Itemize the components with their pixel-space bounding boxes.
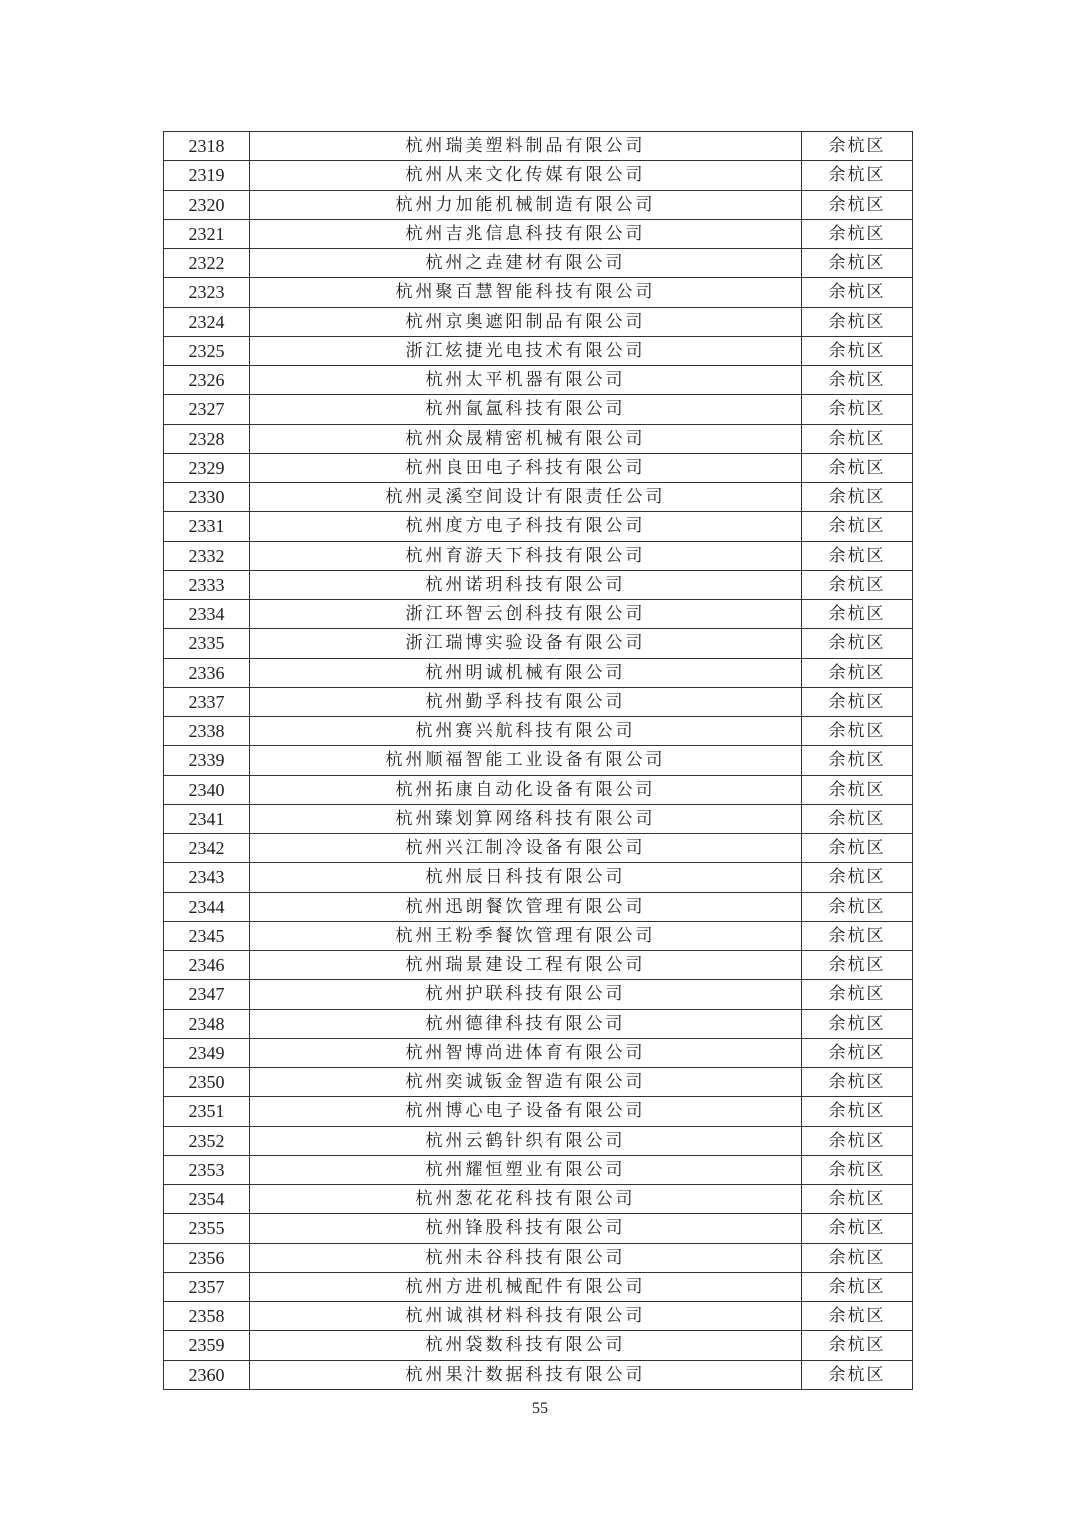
table-row: [164, 629, 913, 658]
row-number: 2332: [164, 541, 250, 570]
row-number: 2319: [164, 161, 250, 190]
table-row: [164, 307, 913, 336]
company-name: 杭州良田电子科技有限公司: [250, 453, 802, 482]
company-name: 杭州博心电子设备有限公司: [250, 1097, 802, 1126]
table-row: [164, 219, 913, 248]
district-name: 余杭区: [802, 483, 913, 512]
row-number: 2324: [164, 307, 250, 336]
district-name: 余杭区: [802, 863, 913, 892]
row-number: 2318: [164, 132, 250, 161]
table-row: [164, 512, 913, 541]
row-number: 2330: [164, 483, 250, 512]
district-name: 余杭区: [802, 541, 913, 570]
company-name: 杭州臻划算网络科技有限公司: [250, 804, 802, 833]
row-number: 2331: [164, 512, 250, 541]
table-row: [164, 570, 913, 599]
company-name: 浙江炫捷光电技术有限公司: [250, 336, 802, 365]
table-row: [164, 1302, 913, 1331]
district-name: 余杭区: [802, 804, 913, 833]
table-row: [164, 1272, 913, 1301]
row-number: 2358: [164, 1302, 250, 1331]
district-name: 余杭区: [802, 395, 913, 424]
district-name: 余杭区: [802, 600, 913, 629]
company-name: 杭州力加能机械制造有限公司: [250, 190, 802, 219]
company-name: 杭州众晟精密机械有限公司: [250, 424, 802, 453]
row-number: 2360: [164, 1360, 250, 1389]
row-number: 2339: [164, 746, 250, 775]
company-name: 杭州方进机械配件有限公司: [250, 1272, 802, 1301]
district-name: 余杭区: [802, 512, 913, 541]
district-name: 余杭区: [802, 1155, 913, 1184]
district-name: 余杭区: [802, 980, 913, 1009]
district-name: 余杭区: [802, 1097, 913, 1126]
table-row: [164, 775, 913, 804]
company-name: 杭州奕诚钣金智造有限公司: [250, 1068, 802, 1097]
table-row: [164, 483, 913, 512]
row-number: 2335: [164, 629, 250, 658]
table-row: [164, 746, 913, 775]
table-row: [164, 1360, 913, 1389]
company-name: 杭州王粉季餐饮管理有限公司: [250, 921, 802, 950]
table-row: [164, 249, 913, 278]
company-name: 杭州拓康自动化设备有限公司: [250, 775, 802, 804]
company-list-table: [163, 131, 913, 1390]
company-name: 杭州锋股科技有限公司: [250, 1214, 802, 1243]
district-name: 余杭区: [802, 307, 913, 336]
company-name: 浙江环智云创科技有限公司: [250, 600, 802, 629]
district-name: 余杭区: [802, 717, 913, 746]
company-name: 杭州勤孚科技有限公司: [250, 687, 802, 716]
table-row: [164, 132, 913, 161]
table-row: [164, 1185, 913, 1214]
district-name: 余杭区: [802, 1302, 913, 1331]
table-row: [164, 1155, 913, 1184]
district-name: 余杭区: [802, 658, 913, 687]
company-name: 杭州育游天下科技有限公司: [250, 541, 802, 570]
row-number: 2350: [164, 1068, 250, 1097]
district-name: 余杭区: [802, 834, 913, 863]
company-name: 杭州兴江制冷设备有限公司: [250, 834, 802, 863]
row-number: 2337: [164, 687, 250, 716]
table-row: [164, 834, 913, 863]
district-name: 余杭区: [802, 1038, 913, 1067]
table-row: [164, 687, 913, 716]
company-name: 杭州未谷科技有限公司: [250, 1243, 802, 1272]
row-number: 2354: [164, 1185, 250, 1214]
district-name: 余杭区: [802, 629, 913, 658]
table-row: [164, 424, 913, 453]
row-number: 2347: [164, 980, 250, 1009]
table-row: [164, 161, 913, 190]
district-name: 余杭区: [802, 687, 913, 716]
district-name: 余杭区: [802, 1126, 913, 1155]
row-number: 2348: [164, 1009, 250, 1038]
row-number: 2326: [164, 366, 250, 395]
row-number: 2327: [164, 395, 250, 424]
district-name: 余杭区: [802, 1214, 913, 1243]
district-name: 余杭区: [802, 1272, 913, 1301]
row-number: 2349: [164, 1038, 250, 1067]
district-name: 余杭区: [802, 1009, 913, 1038]
company-name: 杭州度方电子科技有限公司: [250, 512, 802, 541]
company-name: 杭州德律科技有限公司: [250, 1009, 802, 1038]
table-row: [164, 1331, 913, 1360]
table-row: [164, 453, 913, 482]
company-name: 杭州迅朗餐饮管理有限公司: [250, 892, 802, 921]
row-number: 2353: [164, 1155, 250, 1184]
row-number: 2351: [164, 1097, 250, 1126]
company-name: 杭州瑞美塑料制品有限公司: [250, 132, 802, 161]
company-name: 杭州聚百慧智能科技有限公司: [250, 278, 802, 307]
company-name: 杭州瑞景建设工程有限公司: [250, 951, 802, 980]
page-number: 55: [532, 1400, 548, 1417]
table-row: [164, 892, 913, 921]
district-name: 余杭区: [802, 746, 913, 775]
district-name: 余杭区: [802, 219, 913, 248]
company-name: 杭州明诚机械有限公司: [250, 658, 802, 687]
row-number: 2357: [164, 1272, 250, 1301]
table-row: [164, 278, 913, 307]
table-row: [164, 1068, 913, 1097]
row-number: 2336: [164, 658, 250, 687]
row-number: 2325: [164, 336, 250, 365]
district-name: 余杭区: [802, 1243, 913, 1272]
table-row: [164, 804, 913, 833]
row-number: 2342: [164, 834, 250, 863]
district-name: 余杭区: [802, 1185, 913, 1214]
company-name: 杭州京奥遮阳制品有限公司: [250, 307, 802, 336]
district-name: 余杭区: [802, 278, 913, 307]
row-number: 2323: [164, 278, 250, 307]
row-number: 2338: [164, 717, 250, 746]
table-row: [164, 951, 913, 980]
table-row: [164, 366, 913, 395]
row-number: 2328: [164, 424, 250, 453]
company-name: 杭州智博尚进体育有限公司: [250, 1038, 802, 1067]
table-row: [164, 1126, 913, 1155]
table-row: [164, 1097, 913, 1126]
district-name: 余杭区: [802, 1360, 913, 1389]
row-number: 2356: [164, 1243, 250, 1272]
table-row: [164, 395, 913, 424]
row-number: 2333: [164, 570, 250, 599]
company-name: 杭州赛兴航科技有限公司: [250, 717, 802, 746]
district-name: 余杭区: [802, 1068, 913, 1097]
company-name: 杭州葱花花科技有限公司: [250, 1185, 802, 1214]
table-row: [164, 1214, 913, 1243]
row-number: 2340: [164, 775, 250, 804]
company-name: 杭州顺福智能工业设备有限公司: [250, 746, 802, 775]
district-name: 余杭区: [802, 336, 913, 365]
row-number: 2345: [164, 921, 250, 950]
row-number: 2343: [164, 863, 250, 892]
company-name: 杭州果汁数据科技有限公司: [250, 1360, 802, 1389]
row-number: 2334: [164, 600, 250, 629]
row-number: 2329: [164, 453, 250, 482]
row-number: 2355: [164, 1214, 250, 1243]
row-number: 2320: [164, 190, 250, 219]
row-number: 2341: [164, 804, 250, 833]
district-name: 余杭区: [802, 892, 913, 921]
row-number: 2344: [164, 892, 250, 921]
table-body: [164, 132, 913, 1390]
company-name: 杭州耀恒塑业有限公司: [250, 1155, 802, 1184]
table-row: [164, 921, 913, 950]
district-name: 余杭区: [802, 570, 913, 599]
row-number: 2346: [164, 951, 250, 980]
district-name: 余杭区: [802, 1331, 913, 1360]
company-name: 杭州太平机器有限公司: [250, 366, 802, 395]
table-row: [164, 1243, 913, 1272]
district-name: 余杭区: [802, 921, 913, 950]
district-name: 余杭区: [802, 249, 913, 278]
table-row: [164, 336, 913, 365]
district-name: 余杭区: [802, 775, 913, 804]
table-row: [164, 190, 913, 219]
company-name: 杭州之垚建材有限公司: [250, 249, 802, 278]
district-name: 余杭区: [802, 190, 913, 219]
company-name: 杭州袋数科技有限公司: [250, 1331, 802, 1360]
company-name: 杭州灵溪空间设计有限责任公司: [250, 483, 802, 512]
row-number: 2321: [164, 219, 250, 248]
company-name: 杭州辰日科技有限公司: [250, 863, 802, 892]
company-name: 浙江瑞博实验设备有限公司: [250, 629, 802, 658]
table-row: [164, 980, 913, 1009]
table-row: [164, 863, 913, 892]
table-row: [164, 1038, 913, 1067]
row-number: 2359: [164, 1331, 250, 1360]
company-name: 杭州吉兆信息科技有限公司: [250, 219, 802, 248]
district-name: 余杭区: [802, 453, 913, 482]
company-name: 杭州诚祺材料科技有限公司: [250, 1302, 802, 1331]
table-row: [164, 600, 913, 629]
district-name: 余杭区: [802, 951, 913, 980]
table-row: [164, 717, 913, 746]
district-name: 余杭区: [802, 366, 913, 395]
table-row: [164, 1009, 913, 1038]
district-name: 余杭区: [802, 132, 913, 161]
row-number: 2322: [164, 249, 250, 278]
company-name: 杭州从来文化传媒有限公司: [250, 161, 802, 190]
table-row: [164, 541, 913, 570]
company-name: 杭州护联科技有限公司: [250, 980, 802, 1009]
table-row: [164, 658, 913, 687]
company-name: 杭州氤氲科技有限公司: [250, 395, 802, 424]
district-name: 余杭区: [802, 161, 913, 190]
district-name: 余杭区: [802, 424, 913, 453]
company-name: 杭州云鹤针织有限公司: [250, 1126, 802, 1155]
row-number: 2352: [164, 1126, 250, 1155]
company-name: 杭州诺玥科技有限公司: [250, 570, 802, 599]
